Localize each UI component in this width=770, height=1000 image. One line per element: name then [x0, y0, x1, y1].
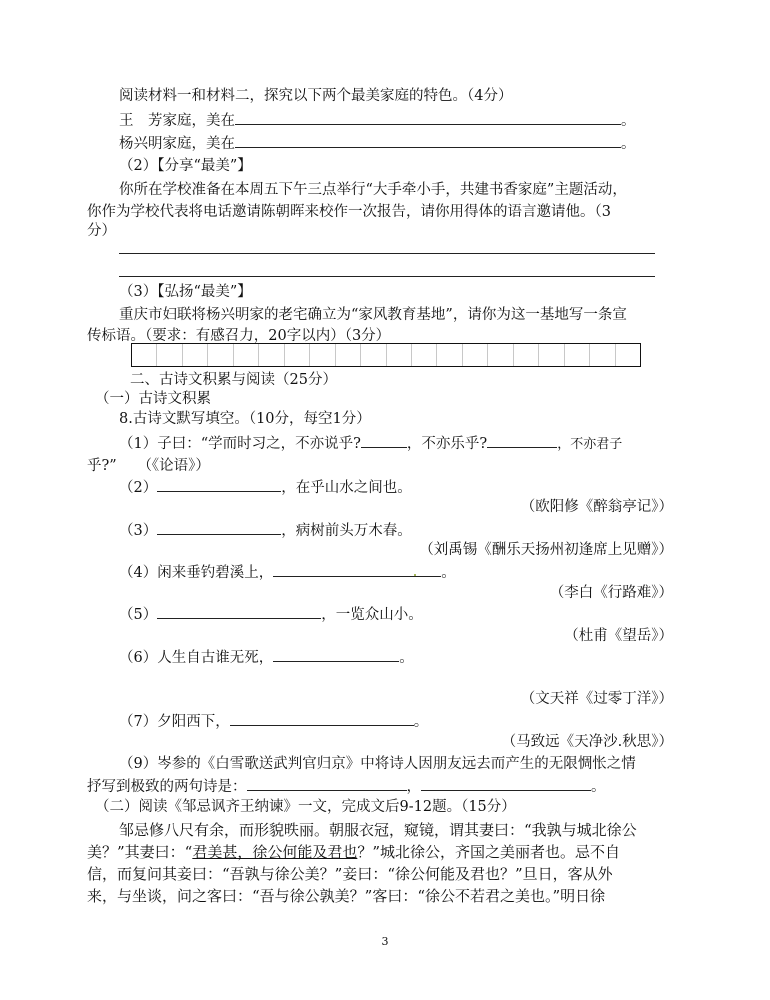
q8-item-1-line — [119, 433, 622, 455]
share-paragraph-line-2: 你作为学校代表将电话邀请陈朝晖来校作一次报告，请你用得体的语言邀请他。（3 — [87, 204, 611, 220]
question-8-heading: 8.古诗文默写填空。（10分，每空1分） — [119, 411, 371, 427]
q8-item-9-line-1: （9）岑参的《白雪歌送武判官归京》中将诗人因朋友远去而产生的无限惆怅之情 — [119, 756, 636, 772]
q5-source: （杜甫《望岳》） — [564, 628, 673, 644]
share-paragraph-line-1: 你所在学校准备在本周五下午三点举行“大手牵小手，共建书香家庭”主题活动， — [119, 182, 627, 198]
q6-blank[interactable] — [273, 647, 399, 662]
q8-item-9-line-2 — [87, 776, 606, 797]
q7-source: （马致远《天净沙.秋思》） — [501, 734, 673, 750]
q4-text: （4）闲来垂钓碧溪上， — [119, 565, 274, 581]
period: 。 — [621, 113, 636, 129]
q2-text: ，在乎山水之间也。 — [281, 480, 412, 496]
q1-text-a: （1）子曰：“学而时习之，不亦说乎? — [119, 436, 361, 452]
q6-source: （文天祥《过零丁洋》） — [520, 691, 673, 707]
share-paragraph-line-3: 分） — [87, 223, 116, 239]
q8-item-6-line — [119, 647, 414, 668]
q4-blank[interactable] — [273, 562, 441, 577]
reading-underlined-sentence: 君美甚，徐公何能及君也 — [192, 843, 358, 861]
promote-paragraph-line-1: 重庆市妇联将杨兴明家的老宅确立为“家风教育基地”，请你为这一基地写一条宣 — [119, 307, 627, 323]
q1-text-c: ，不亦君子 — [557, 437, 623, 452]
subsection-2-heading: （二）阅读《邹忌讽齐王纳谏》一文，完成文后9-12题。（15分） — [95, 799, 516, 815]
q2-source: （欧阳修《醉翁亭记》） — [520, 499, 673, 515]
period: 。 — [399, 650, 414, 666]
reading-line-3: 信，而复问其妾曰：“吾孰与徐公美？”妾曰：“徐公何能及君也？”旦日，客从外 — [87, 865, 613, 883]
yang-family-label: 杨兴明家庭，美在 — [119, 136, 235, 152]
q5-blank[interactable] — [157, 604, 321, 619]
q3-blank[interactable] — [157, 520, 281, 535]
wang-family-label: 王 芳家庭，美在 — [119, 113, 235, 129]
q6-text: （6）人生自古谁无死， — [119, 650, 274, 666]
q3-number: （3） — [119, 523, 158, 539]
q1-text-d: 乎?” — [87, 458, 117, 474]
q8-item-3-line — [119, 520, 412, 541]
section-2-heading: 二、古诗文积累与阅读（25分） — [130, 372, 337, 388]
q3-text: ，病树前头万木春。 — [281, 523, 412, 539]
q8-item-5-line — [119, 604, 423, 625]
q8-item-2-line — [119, 477, 412, 498]
q8-item-7-line — [119, 711, 428, 732]
q5-text: ，一览众山小。 — [321, 607, 423, 623]
q5-number: （5） — [119, 607, 158, 623]
q1-text-b: ，不亦乐乎? — [406, 436, 488, 452]
q7-blank[interactable] — [230, 711, 414, 726]
q9-blank-2[interactable] — [421, 776, 591, 791]
reading-line-2 — [87, 842, 620, 862]
stray-mark — [414, 574, 416, 576]
q1-blank-1[interactable] — [361, 433, 407, 448]
period: 。 — [621, 136, 636, 152]
q9-blank-1[interactable] — [247, 776, 407, 791]
period: 。 — [413, 714, 429, 730]
comma: ， — [406, 779, 421, 795]
wang-family-line — [119, 110, 636, 131]
reading-text-a: 美？”其妻曰：“ — [87, 843, 193, 861]
wang-family-answer-blank[interactable] — [235, 110, 621, 125]
q2-blank[interactable] — [157, 477, 281, 492]
q8-item-4-line — [119, 562, 456, 583]
q1-source: （《论语》） — [144, 458, 210, 474]
yang-family-answer-blank[interactable] — [235, 133, 621, 148]
share-title: （2）【分享“最美”】 — [119, 158, 252, 174]
period: 。 — [591, 779, 606, 795]
yang-family-line — [119, 133, 636, 154]
q3-source: （刘禹锡《酬乐天扬州初逢席上见赠》） — [419, 542, 673, 558]
q2-number: （2） — [119, 480, 158, 496]
q1-blank-2[interactable] — [487, 433, 557, 448]
slogan-writing-grid[interactable] — [131, 343, 641, 367]
invitation-answer-line-1[interactable] — [119, 253, 655, 254]
reading-line-1: 邹忌修八尺有余，而形貌昳丽。朝服衣冠，窥镜，谓其妻曰：“我孰与城北徐公 — [119, 821, 637, 839]
reading-line-4: 来，与坐谈，问之客曰：“吾与徐公孰美？”客曰：“徐公不若君之美也。”明日徐 — [87, 887, 606, 905]
reading-text-b: ？”城北徐公，齐国之美丽者也。忌不自 — [357, 843, 621, 861]
promote-title: （3）【弘扬“最美”】 — [119, 284, 252, 300]
q4-source: （李白《行路难》） — [549, 585, 673, 601]
promote-paragraph-line-2: 传标语。（要求：有感召力，20字以内）（3分） — [87, 328, 391, 344]
period: 。 — [441, 565, 456, 581]
q9-text: 抒写到极致的两句诗是： — [87, 779, 247, 795]
q8-item-1-line-2 — [87, 456, 210, 476]
subsection-1-heading: （一）古诗文积累 — [95, 391, 211, 407]
question-intro: 阅读材料一和材料二，探究以下两个最美家庭的特色。（4分） — [119, 88, 513, 104]
invitation-answer-line-2[interactable] — [119, 276, 655, 277]
q7-text: （7）夕阳西下， — [119, 714, 230, 730]
page-number: 3 — [381, 935, 389, 948]
